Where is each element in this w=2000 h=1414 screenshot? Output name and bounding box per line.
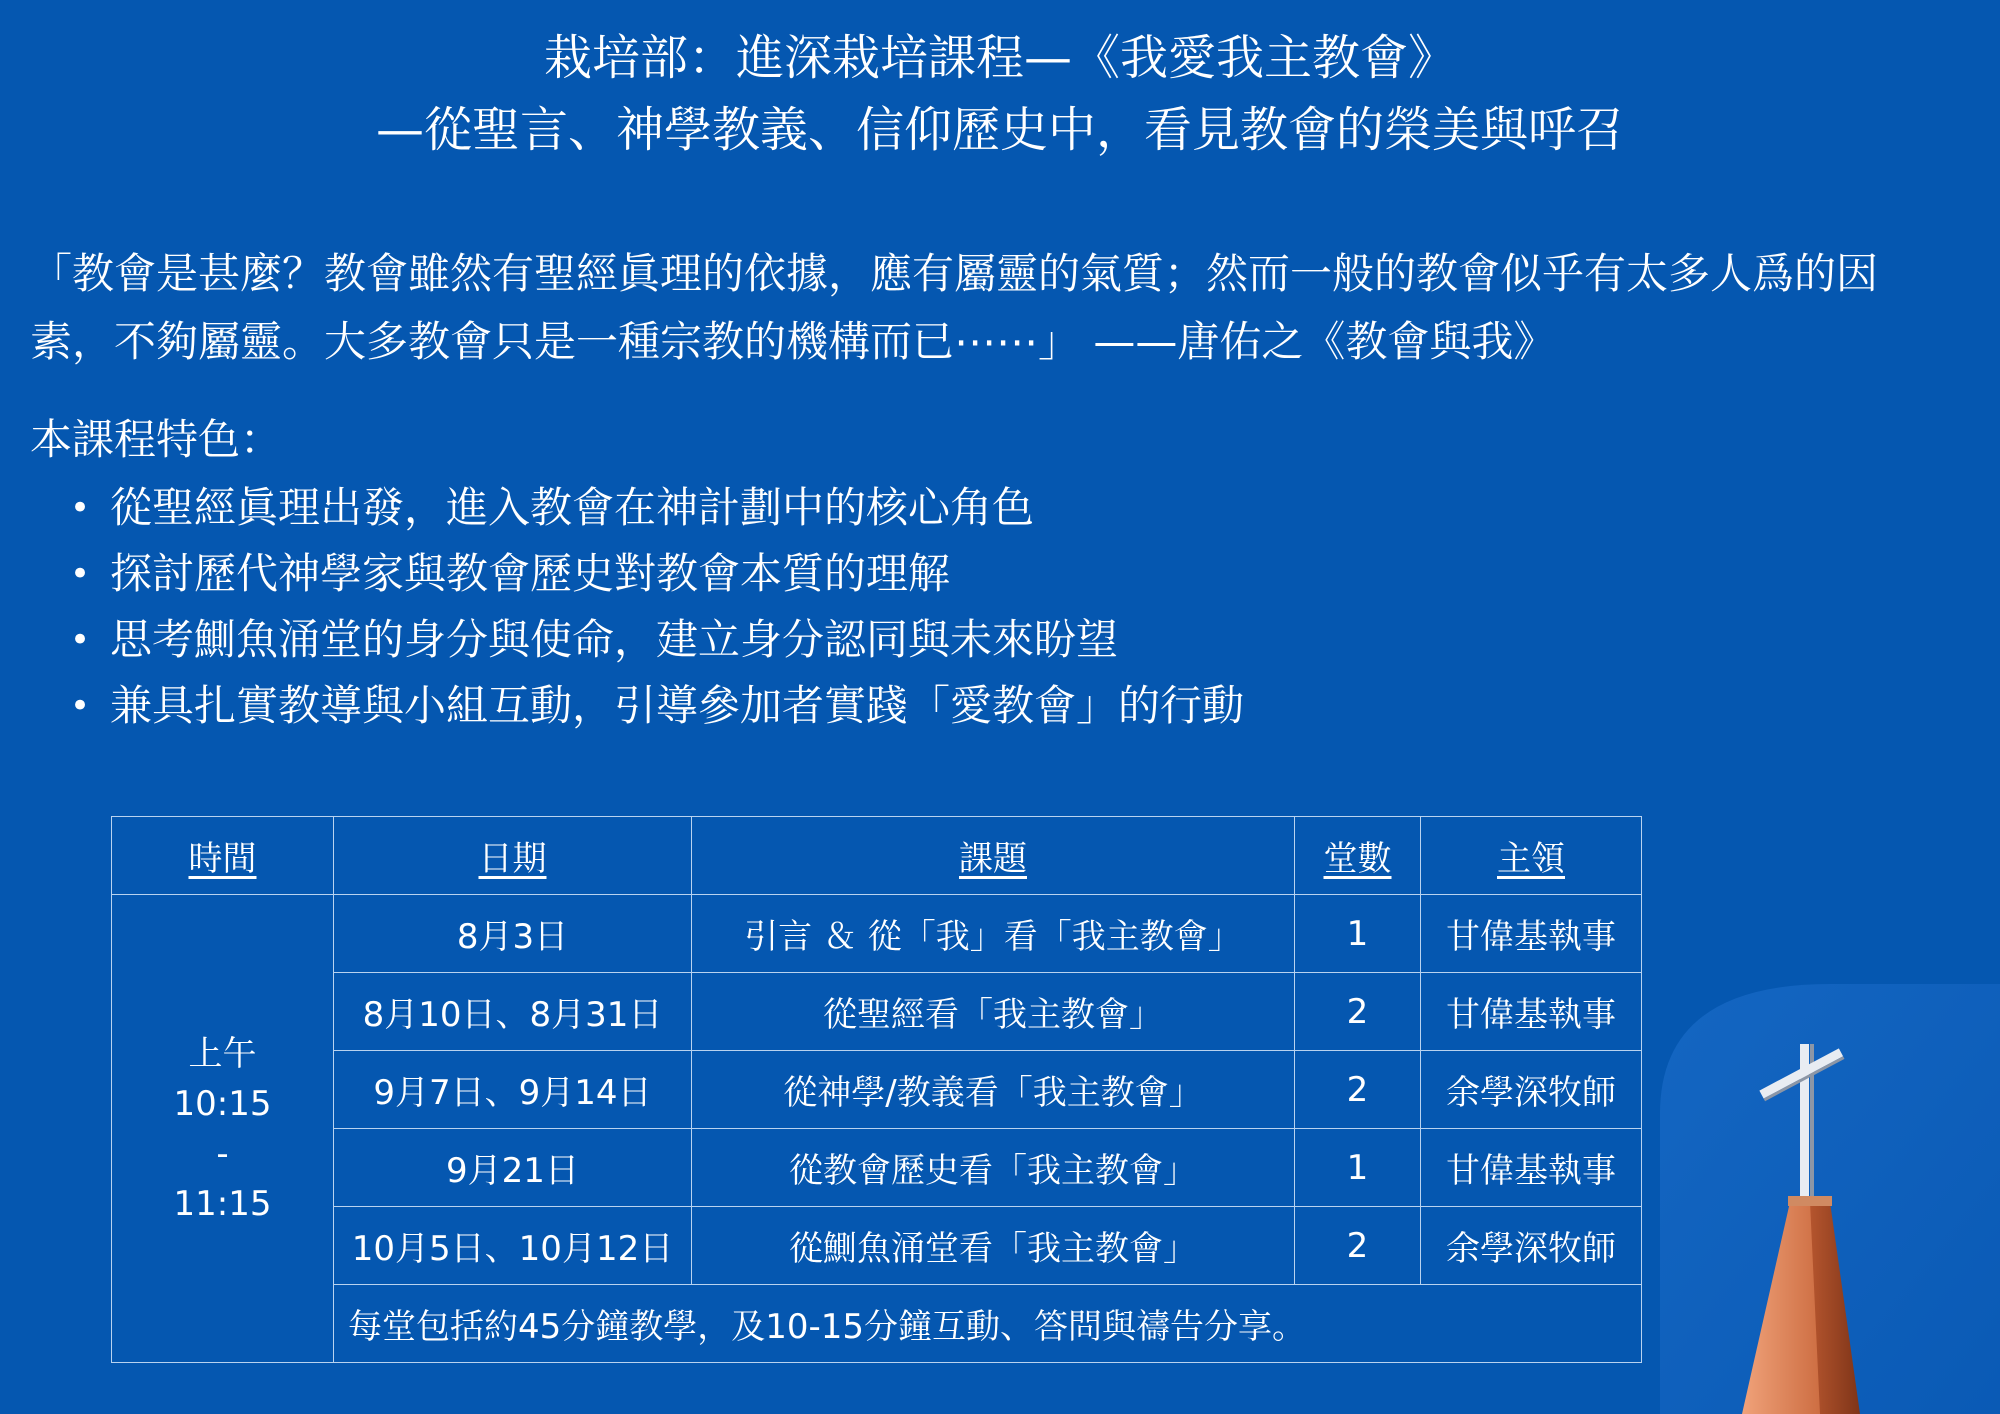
bullet-icon: • [70, 488, 91, 528]
host-cell: 余學深牧師 [1421, 1207, 1642, 1285]
note-cell: 每堂包括約45分鐘教學，及10-15分鐘互動、答問與禱告分享。 [334, 1285, 1642, 1363]
header-date: 日期 [334, 817, 692, 895]
table-note-row [112, 1285, 1642, 1363]
count-cell: 1 [1295, 1129, 1421, 1207]
count-cell: 2 [1295, 973, 1421, 1051]
title-block [0, 22, 2000, 166]
host-cell: 甘偉基執事 [1421, 973, 1642, 1051]
table-row [112, 973, 1642, 1051]
bullet-icon: • [70, 620, 91, 660]
features-heading: 本課程特色： [30, 415, 283, 464]
date-cell: 10月5日、10月12日 [334, 1207, 692, 1285]
feature-list [68, 475, 1244, 739]
feature-text: 從聖經眞理出發，進入教會在神計劃中的核心角色 [110, 483, 1035, 532]
quote-line-2: 素，不夠屬靈。大多教會只是一種宗教的機構而已⋯⋯」 ——唐佑之《教會與我》 [30, 317, 1556, 366]
bullet-icon: • [70, 686, 91, 726]
date-cell: 9月7日、9月14日 [334, 1051, 692, 1129]
count-cell: 1 [1295, 895, 1421, 973]
header-time: 時間 [112, 817, 334, 895]
list-item [68, 475, 1244, 541]
topic-cell: 從鰂魚涌堂看「我主教會」 [692, 1207, 1295, 1285]
topic-cell: 從教會歷史看「我主教會」 [692, 1129, 1295, 1207]
host-cell: 余學深牧師 [1421, 1051, 1642, 1129]
table-row [112, 895, 1642, 973]
table-row [112, 1207, 1642, 1285]
table-row [112, 1129, 1642, 1207]
time-cell: 上午 10:15 - 11:15 [112, 895, 334, 1363]
quote-block [30, 240, 1980, 376]
table-row [112, 1051, 1642, 1129]
schedule-table [111, 816, 1642, 1363]
list-item [68, 541, 1244, 607]
topic-cell: 引言 ＆ 從「我」看「我主教會」 [692, 895, 1295, 973]
date-cell: 8月10日、8月31日 [334, 973, 692, 1051]
list-item [68, 607, 1244, 673]
header-count: 堂數 [1295, 817, 1421, 895]
church-steeple-icon [1660, 944, 2000, 1414]
header-topic: 課題 [692, 817, 1295, 895]
topic-cell: 從神學/教義看「我主教會」 [692, 1051, 1295, 1129]
host-cell: 甘偉基執事 [1421, 895, 1642, 973]
date-cell: 8月3日 [334, 895, 692, 973]
feature-text: 兼具扎實教導與小組互動，引導參加者實踐「愛教會」的行動 [110, 681, 1245, 730]
bullet-icon: • [70, 554, 91, 594]
date-cell: 9月21日 [334, 1129, 692, 1207]
feature-text: 思考鰂魚涌堂的身分與使命，建立身分認同與未來盼望 [110, 615, 1119, 664]
list-item [68, 673, 1244, 739]
quote-line-1: 「教會是甚麼？教會雖然有聖經眞理的依據，應有屬靈的氣質；然而一般的教會似乎有太多人爲的因 [30, 249, 1879, 298]
feature-text: 探討歷代神學家與教會歷史對教會本質的理解 [110, 549, 951, 598]
host-cell: 甘偉基執事 [1421, 1129, 1642, 1207]
count-cell: 2 [1295, 1207, 1421, 1285]
table-header-row [112, 817, 1642, 895]
header-host: 主領 [1421, 817, 1642, 895]
count-cell: 2 [1295, 1051, 1421, 1129]
page-title: 栽培部：進深栽培課程—《我愛我主教會》 [543, 30, 1456, 86]
page-subtitle: —從聖言、神學教義、信仰歷史中，看見教會的榮美與呼召 [375, 102, 1624, 158]
topic-cell: 從聖經看「我主教會」 [692, 973, 1295, 1051]
